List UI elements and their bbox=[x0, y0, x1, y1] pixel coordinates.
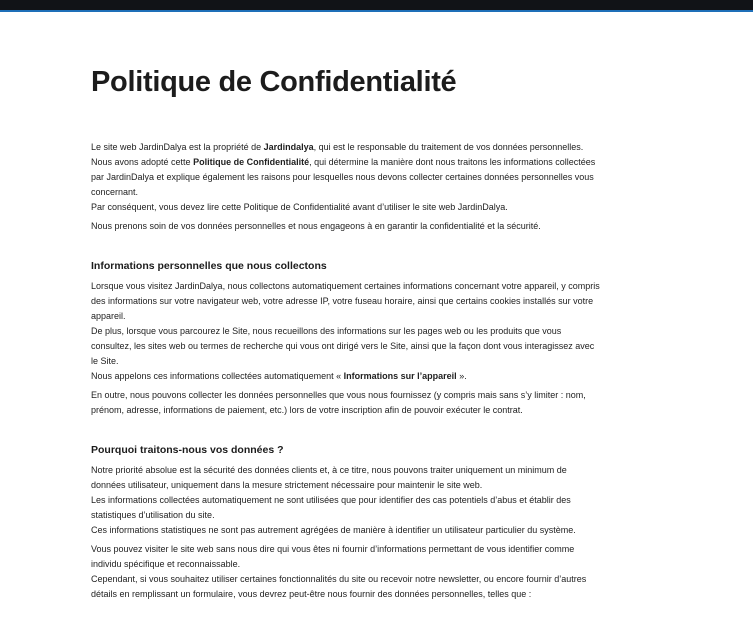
section2-paragraph-2: Les informations collectées automatiquement ne sont utilisées que pour identifier des cas potentiels d’abus et établir des statistiques d’utilisation du site. bbox=[91, 495, 571, 520]
intro-paragraph-2 bbox=[91, 155, 603, 200]
section1-paragraph-2: De plus, lorsque vous parcourez le Site, nous recueillons des informations sur les pages web ou les produits que vous consultez, les sites web ou termes de recherche qui vous ont dirigé vers le Site, ainsi que la façon dont vous interagissez avec le Site. bbox=[91, 326, 595, 366]
intro-paragraph-1 bbox=[91, 140, 603, 155]
page-content bbox=[91, 62, 603, 602]
intro-paragraph-3: Par conséquent, vous devez lire cette Politique de Confidentialité avant d’utiliser le site web JardinDalya. bbox=[91, 202, 508, 212]
intro-text: Le site web JardinDalya est la propriété de bbox=[91, 142, 264, 152]
top-bar bbox=[0, 0, 753, 12]
section2-paragraph-5: Cependant, si vous souhaitez utiliser certaines fonctionnalités du site ou recevoir notre newsletter, ou encore fournir d’autres détails en remplissant un formulaire, vous devrez peut-être nous fournir des données personnelles, telles que : bbox=[91, 574, 587, 599]
intro-text: , qui est le responsable du traitement de vos données personnelles. bbox=[313, 142, 584, 152]
intro-paragraph-4: Nous prenons soin de vos données personnelles et nous engageons à en garantir la confidentialité et la sécurité. bbox=[91, 221, 541, 231]
section1-paragraph-4: En outre, nous pouvons collecter les données personnelles que vous nous fournissez (y compris mais sans s’y limiter : nom, prénom, adresse, informations de paiement, etc.) lors de votre inscription afin de pouvoir exécuter le contrat. bbox=[91, 390, 586, 415]
section1-text: ». bbox=[456, 371, 467, 381]
owner-name: Jardindalya bbox=[263, 142, 314, 152]
section2-paragraph-1: Notre priorité absolue est la sécurité des données clients et, à ce titre, nous pouvons traiter uniquement un minimum de données utilisateur, uniquement dans la mesure strictement nécessaire pour maintenir le site web. bbox=[91, 465, 567, 490]
section2-paragraph-4: Vous pouvez visiter le site web sans nous dire qui vous êtes ni fournir d’informations permettant de vous identifier comme individu spécifique et reconnaissable. bbox=[91, 544, 575, 569]
device-info-term: Informations sur l’appareil bbox=[343, 371, 457, 381]
section1-paragraph-3 bbox=[91, 369, 603, 384]
page-title: Politique de Confidentialité bbox=[91, 66, 457, 98]
policy-name: Politique de Confidentialité bbox=[193, 157, 310, 167]
section2-paragraph-3: Ces informations statistiques ne sont pas autrement agrégées de manière à identifier un utilisateur particulier du système. bbox=[91, 525, 576, 535]
section-heading-collected-info: Informations personnelles que nous collectons bbox=[91, 260, 327, 272]
section1-text: Nous appelons ces informations collectées automatiquement « bbox=[91, 371, 344, 381]
intro-text: , qui détermine la manière dont nous traitons les informations collectées par JardinDalya et explique également les raisons pour lesquelles nous devons collecter certaines données personnelles vous concernant. bbox=[91, 157, 596, 197]
section1-paragraph-1: Lorsque vous visitez JardinDalya, nous collectons automatiquement certaines informations concernant votre appareil, y compris des informations sur votre navigateur web, votre adresse IP, votre fuseau horaire, ainsi que certains cookies installés sur votre appareil. bbox=[91, 281, 600, 321]
section-heading-why-process: Pourquoi traitons-nous vos données ? bbox=[91, 444, 284, 456]
intro-text: Nous avons adopté cette bbox=[91, 157, 194, 167]
